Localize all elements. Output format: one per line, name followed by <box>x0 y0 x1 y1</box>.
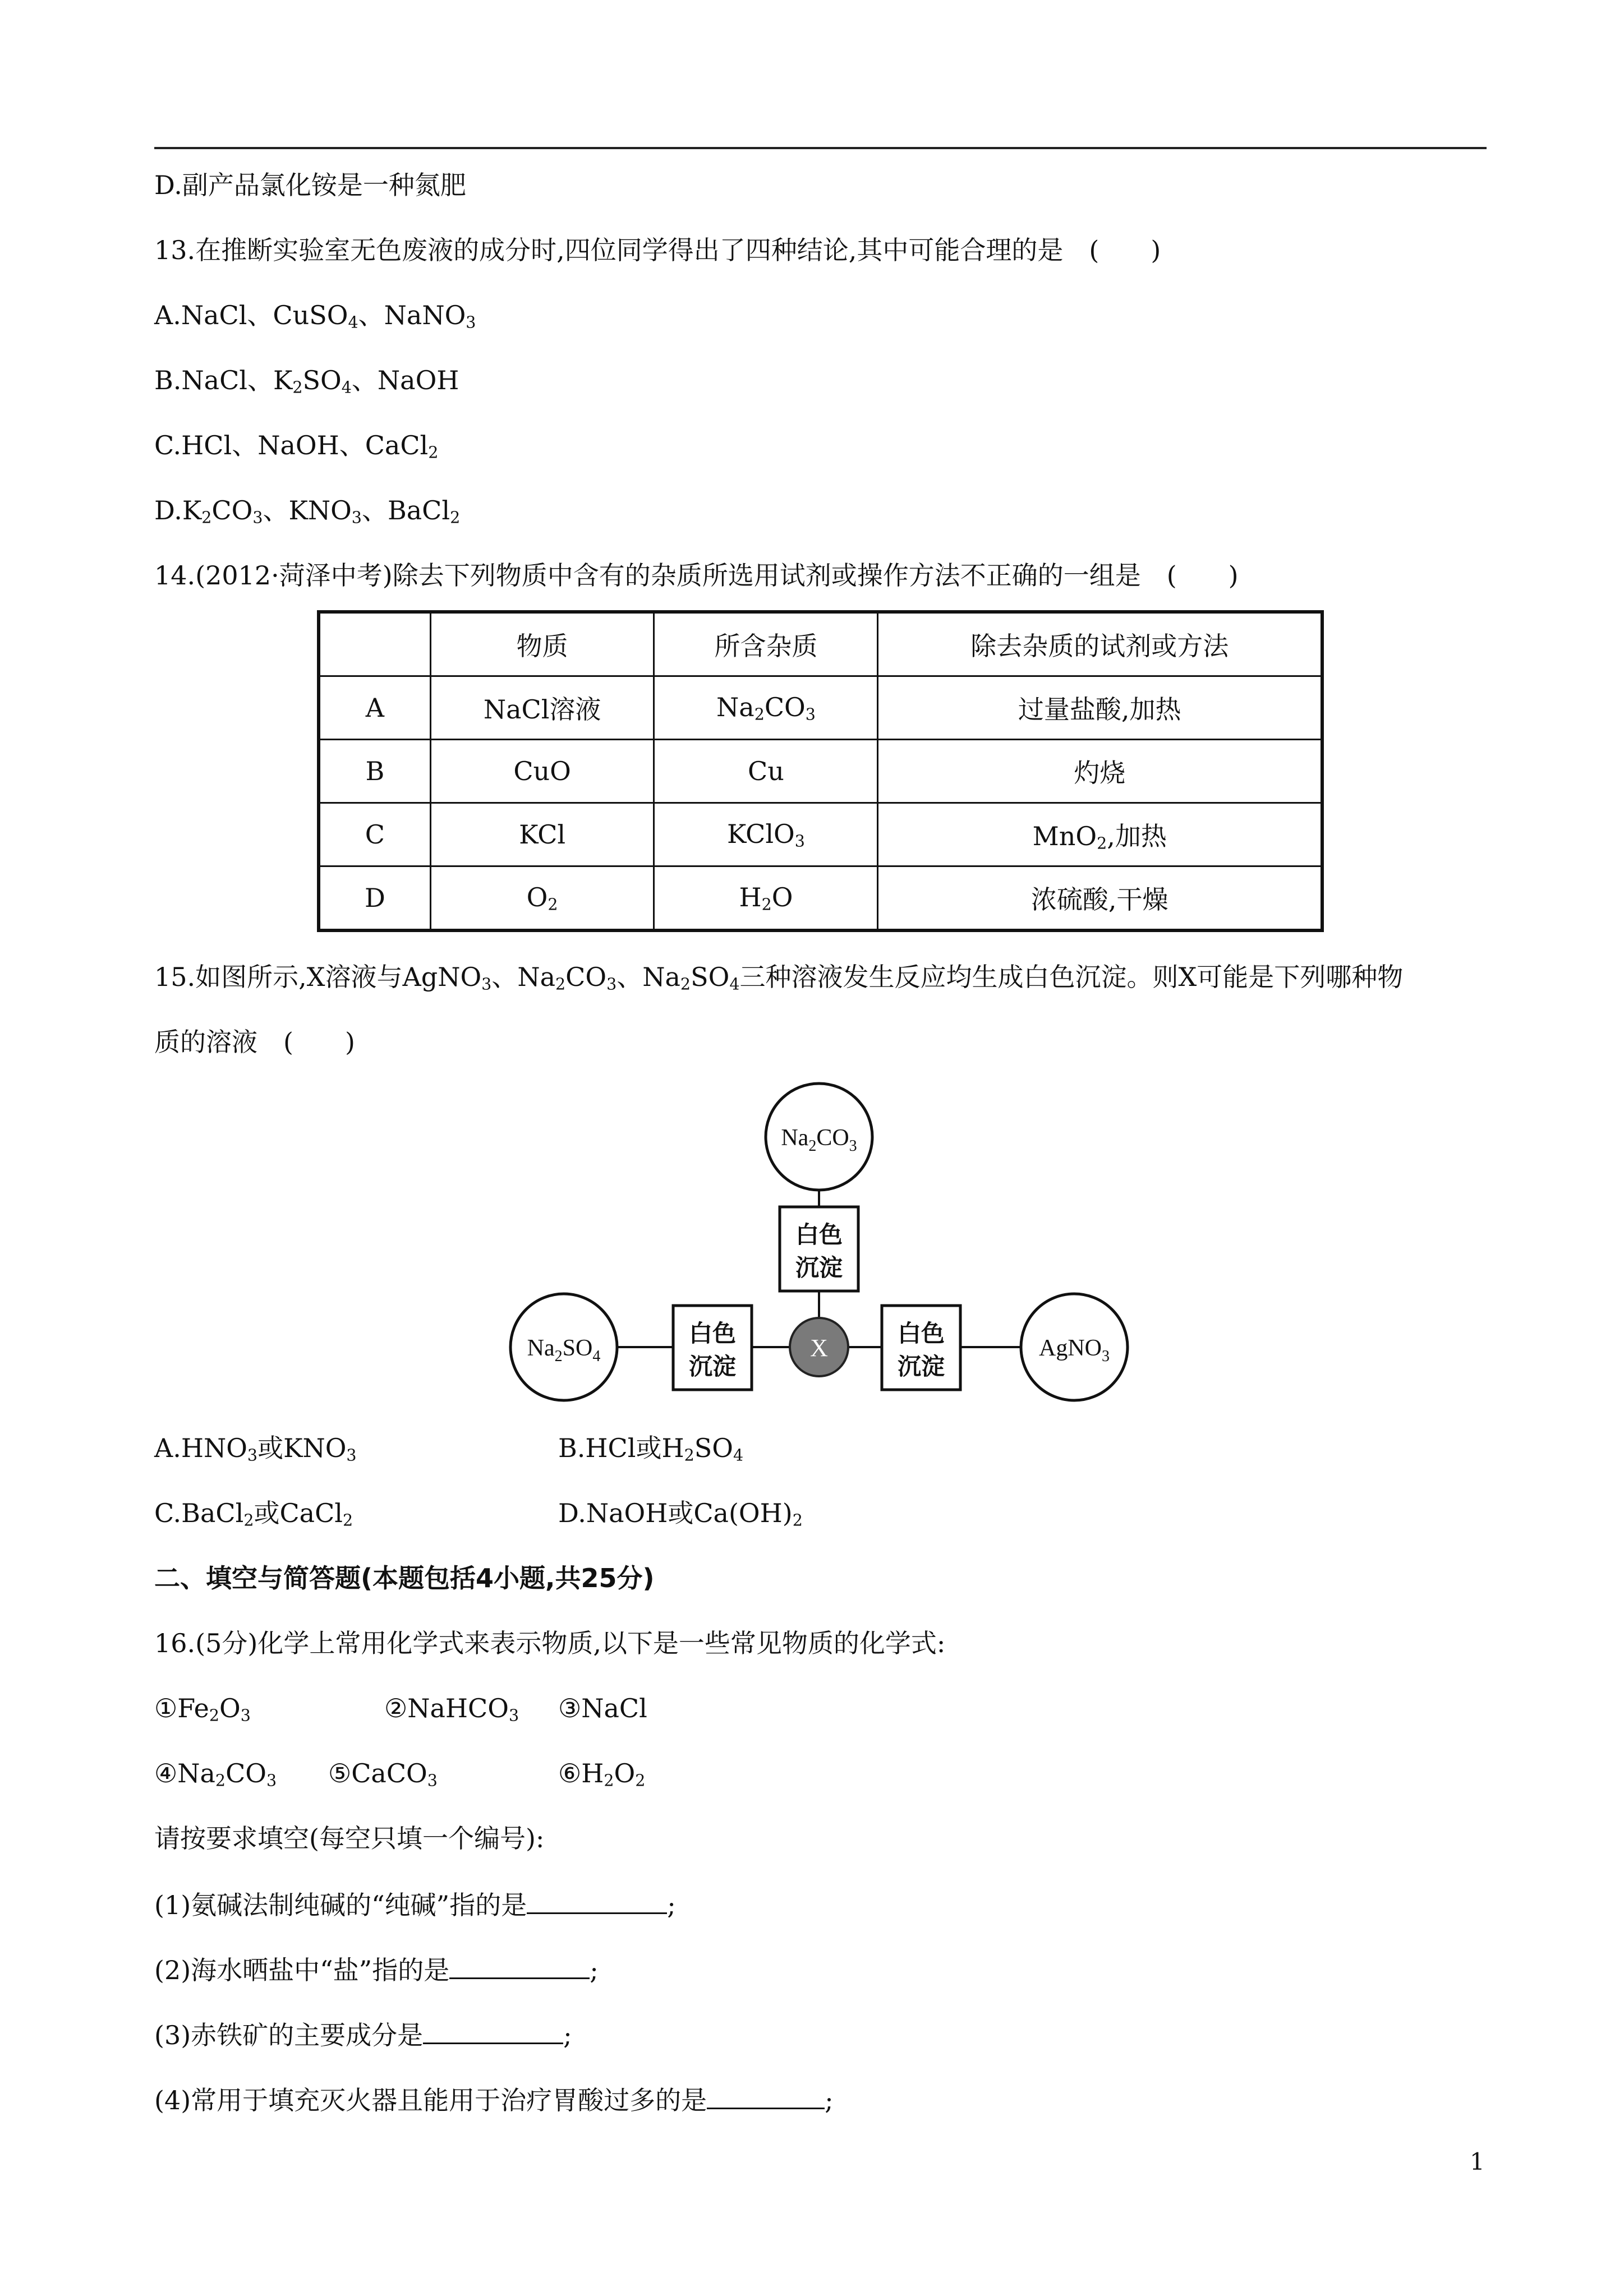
answer-blank[interactable] <box>707 2082 825 2109</box>
q15-option-a: $A.HNO_3$或$KNO_3$ <box>154 1433 357 1465</box>
q16-formula-2: ②NaHCO$_3$ <box>384 1693 519 1725</box>
q13-option-b: B.NaCl、$K_2SO_4$、NaOH <box>154 365 459 397</box>
section-heading: 二、填空与简答题(本题包括4小题,共25分) <box>154 1563 655 1593</box>
q16-instruction: 请按要求填空(每空只填一个编号): <box>154 1823 545 1854</box>
q16-formula-1: $①Fe_2O_3$ <box>154 1693 251 1725</box>
q16-part-2: (2)海水晒盐中“盐”指的是 ; <box>154 1952 599 1987</box>
precipitate-label: 白色 <box>688 1320 737 1347</box>
table-header <box>319 612 430 676</box>
table-cell: C <box>319 803 430 866</box>
right-reactant-label: AgNO$_3$ <box>1038 1335 1110 1365</box>
q14-stem: 14.(2012·菏泽中考)除去下列物质中含有的杂质所选用试剂或操作方法不正确的一组是 ( ) <box>154 560 1239 591</box>
table-cell: B <box>319 740 430 803</box>
precipitate-label: 沉淀 <box>688 1353 737 1380</box>
reaction-diagram <box>505 1077 1133 1413</box>
q16-formula-5: ⑤CaCO$_3$ <box>328 1758 438 1790</box>
table-row <box>319 866 1322 931</box>
impurity-table <box>317 610 1324 932</box>
table-cell: 灼烧 <box>878 740 1322 803</box>
table-header: 物质 <box>430 612 654 676</box>
answer-blank[interactable] <box>449 1952 590 1979</box>
q13-option-c: C.HCl、NaOH、CaCl$_2$ <box>154 430 439 462</box>
answer-blank[interactable] <box>423 2017 563 2044</box>
table-header: 除去杂质的试剂或方法 <box>878 612 1322 676</box>
table-header: 所含杂质 <box>654 612 878 676</box>
precipitate-label: 沉淀 <box>795 1254 843 1281</box>
q16-formula-3: ③NaCl <box>558 1693 647 1723</box>
table-header-row <box>319 612 1322 676</box>
q15-option-c: C.BaCl$_2$或CaCl$_2$ <box>154 1498 353 1530</box>
table-row <box>319 803 1322 866</box>
q16-part-4: (4)常用于填充灭火器且能用于治疗胃酸过多的是 ; <box>154 2082 834 2117</box>
table-row <box>319 676 1322 740</box>
header-rule <box>154 147 1487 149</box>
q15-option-b: B.HCl或$H_2SO_4$ <box>558 1433 744 1465</box>
page-number: 1 <box>1470 2148 1485 2175</box>
center-x-label: X <box>810 1334 828 1362</box>
table-cell: MnO$_2$,加热 <box>878 803 1322 866</box>
left-reactant-label: $Na_2SO_4$ <box>527 1335 601 1365</box>
table-cell: D <box>319 866 430 931</box>
table-cell: 过量盐酸,加热 <box>878 676 1322 740</box>
q13-option-a: A.NaCl、CuSO$_4$、NaNO$_3$ <box>154 300 476 332</box>
q16-stem: 16.(5分)化学上常用化学式来表示物质,以下是一些常见物质的化学式: <box>154 1628 946 1658</box>
table-cell: Cu <box>654 740 878 803</box>
q13-option-d: $D.K_2CO_3$、$KNO_3$、BaCl$_2$ <box>154 495 461 527</box>
q15-stem-line2: 质的溶液 ( ) <box>154 1027 355 1057</box>
table-cell: $H_2O$ <box>654 866 878 931</box>
answer-blank[interactable] <box>527 1887 667 1914</box>
q15-option-d: D.NaOH或$Ca(OH)_2$ <box>558 1498 803 1530</box>
table-cell: KClO$_3$ <box>654 803 878 866</box>
table-cell: A <box>319 676 430 740</box>
q16-part-1: (1)氨碱法制纯碱的“纯碱”指的是 ; <box>154 1887 676 1922</box>
table-cell: NaCl溶液 <box>430 676 654 740</box>
table-cell: KCl <box>430 803 654 866</box>
q12-option-d: D.副产品氯化铵是一种氮肥 <box>154 170 466 200</box>
precipitate-label: 沉淀 <box>897 1353 945 1380</box>
table-cell: $Na_2CO_3$ <box>654 676 878 740</box>
table-cell: 浓硫酸,干燥 <box>878 866 1322 931</box>
q16-formula-4: $④Na_2CO_3$ <box>154 1758 277 1790</box>
precipitate-label: 白色 <box>897 1320 945 1347</box>
q15-stem-line1: 15.如图所示,X溶液与AgNO$_3$、$Na_2CO_3$、$Na_2SO_4$三种溶液发生反应均生成白色沉淀。则X可能是下列哪种物 <box>154 962 1404 994</box>
precipitate-label: 白色 <box>795 1221 843 1248</box>
top-reactant-label: $Na_2CO_3$ <box>781 1125 857 1155</box>
q16-part-3: (3)赤铁矿的主要成分是 ; <box>154 2017 572 2052</box>
table-cell: $O_2$ <box>430 866 654 931</box>
table-row <box>319 740 1322 803</box>
table-cell: CuO <box>430 740 654 803</box>
q16-formula-6: $⑥H_2O_2$ <box>558 1758 646 1790</box>
q13-stem: 13.在推断实验室无色废液的成分时,四位同学得出了四种结论,其中可能合理的是 ( ) <box>154 235 1161 265</box>
